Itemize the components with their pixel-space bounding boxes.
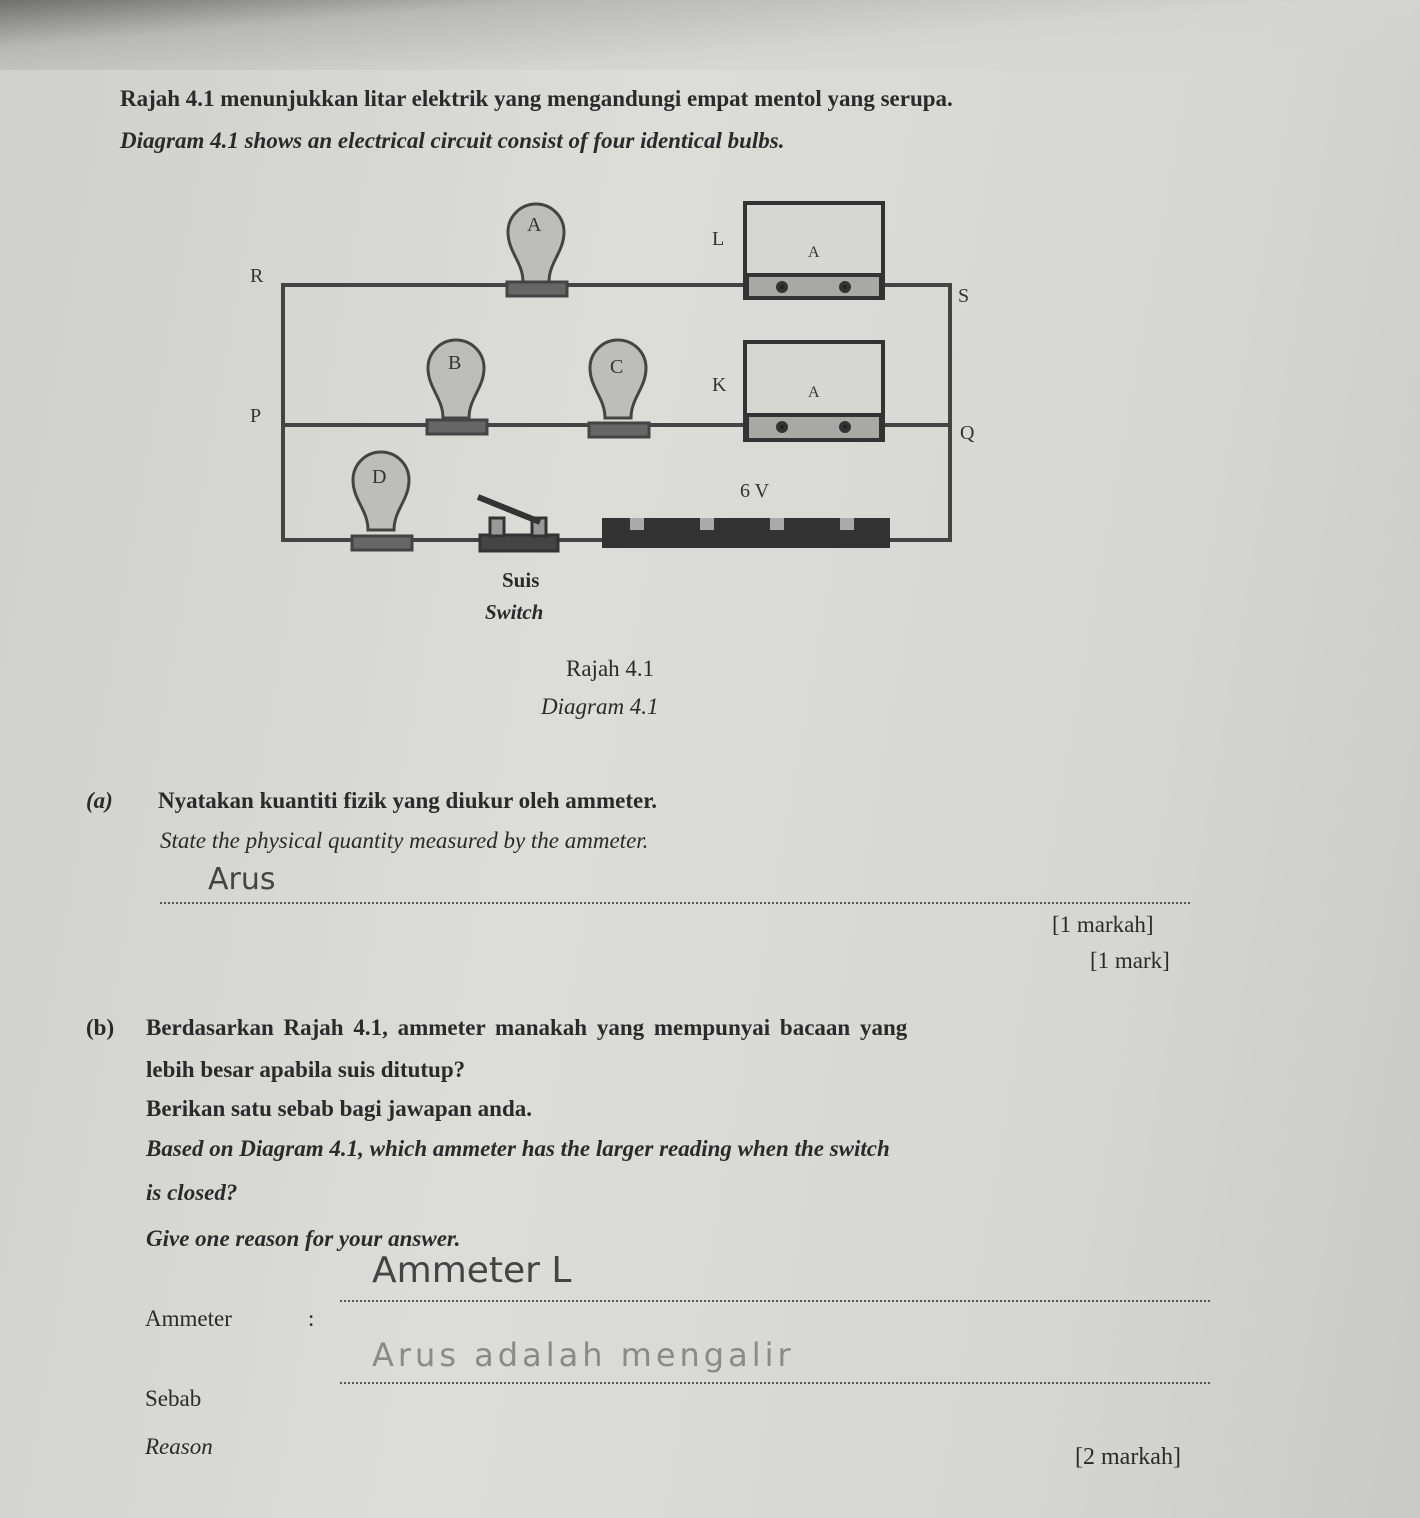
part-b-question-malay-1: Berdasarkan Rajah 4.1, ammeter manakah yang mempunyai bacaan yang <box>146 1015 908 1040</box>
diagram-caption-english: Diagram 4.1 <box>541 694 659 719</box>
ammeter-colon: : <box>308 1306 315 1331</box>
bulb-label-a: A <box>527 214 542 236</box>
bulb-label-d: D <box>372 466 387 488</box>
reason-answer-line[interactable] <box>340 1382 1210 1384</box>
part-a-label: (a) <box>86 788 113 813</box>
part-b-question-english-1: Based on Diagram 4.1, which ammeter has the larger reading when the switch <box>146 1136 890 1161</box>
bulb-label-c: C <box>610 356 624 378</box>
ammeter-symbol-l: A <box>808 244 820 261</box>
switch-label-english: Switch <box>485 600 544 624</box>
part-a-marks-english: [1 mark] <box>1090 948 1170 973</box>
ammeter-answer-line[interactable] <box>340 1300 1210 1302</box>
ammeter-symbol-k: A <box>808 384 820 401</box>
part-b-question-english-2: is closed? <box>146 1180 238 1205</box>
diagram-caption-malay: Rajah 4.1 <box>566 656 655 681</box>
switch-icon <box>478 497 558 551</box>
ammeter-label-l: L <box>712 228 725 250</box>
intro-malay: Rajah 4.1 menunjukkan litar elektrik yang mengandungi empat mentol yang serupa. <box>120 86 953 111</box>
point-s: S <box>958 285 970 307</box>
part-b-question-malay-3: Berikan satu sebab bagi jawapan anda. <box>146 1096 532 1121</box>
point-r: R <box>250 265 264 287</box>
part-a-answer-line[interactable] <box>160 902 1190 904</box>
reason-label-malay: Sebab <box>145 1386 202 1411</box>
battery-icon <box>602 518 890 548</box>
part-b-marks-malay: [2 markah] <box>1075 1444 1181 1470</box>
ammeter-answer[interactable]: Ammeter L <box>372 1250 572 1291</box>
reason-answer[interactable]: Arus adalah mengalir <box>372 1336 795 1374</box>
ammeter-label-k: K <box>712 374 727 396</box>
part-a-marks-malay: [1 markah] <box>1052 912 1154 937</box>
intro-english: Diagram 4.1 shows an electrical circuit consist of four identical bulbs. <box>120 128 785 153</box>
point-p: P <box>250 405 262 427</box>
part-b-label: (b) <box>86 1015 115 1040</box>
point-q: Q <box>960 422 975 444</box>
part-a-question-malay: Nyatakan kuantiti fizik yang diukur oleh ammeter. <box>158 788 658 813</box>
bulb-icon <box>589 340 649 437</box>
part-b-question-english-3: Give one reason for your answer. <box>146 1226 461 1251</box>
battery-voltage: 6 V <box>740 480 770 502</box>
ammeter-label: Ammeter <box>145 1306 232 1331</box>
bulb-label-b: B <box>448 352 462 374</box>
part-a-answer[interactable]: Arus <box>208 862 276 897</box>
part-b-question-malay-2: lebih besar apabila suis ditutup? <box>146 1057 466 1082</box>
part-a-question-english: State the physical quantity measured by the ammeter. <box>160 828 649 853</box>
reason-label-english: Reason <box>145 1434 213 1459</box>
switch-label-malay: Suis <box>502 568 540 592</box>
